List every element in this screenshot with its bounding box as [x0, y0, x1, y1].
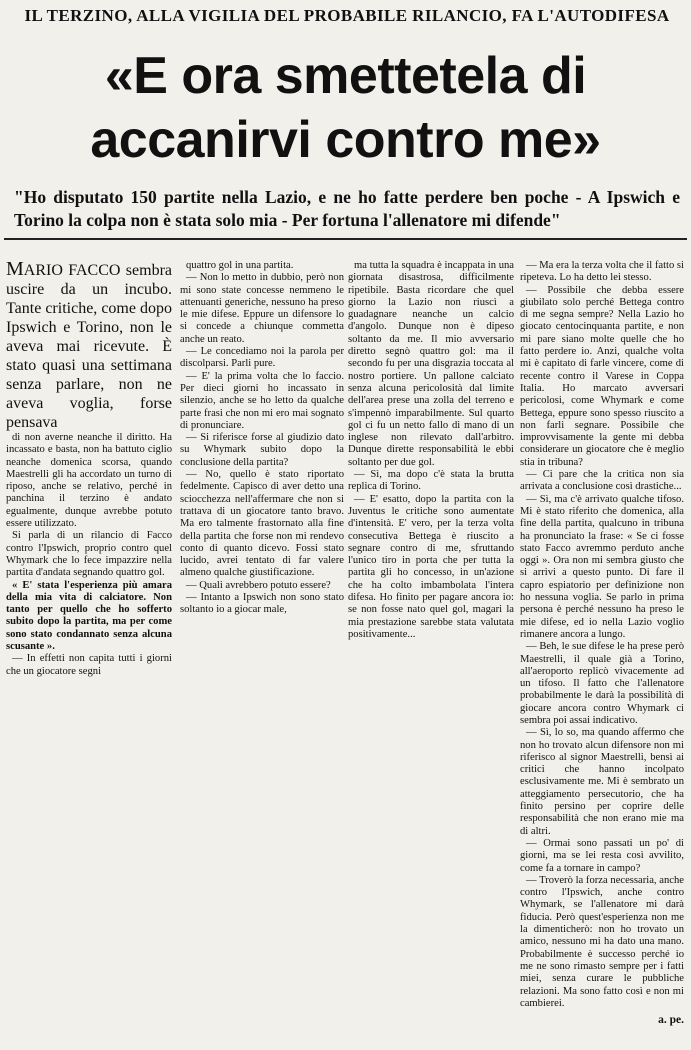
subheadline: "Ho disputato 150 partite nella Lazio, e ne ho fatte perdere ben poche - A Ipswich e Torino la colpa non è stata solo mia - Per fortuna l'allenatore mi difende"	[14, 187, 680, 230]
column-4	[520, 260, 684, 1050]
paragraph: — Non lo metto in dubbio, però non mi sono state concesse nemmeno le attenuanti generiche, nessuno ha preso le mie difese. Eppure un difensore lo si concede a chiunque commetta anche un reato.	[180, 272, 344, 345]
lead-paragraph	[6, 260, 172, 432]
paragraph: — E' esatto, dopo la partita con la Juventus le critiche sono aumentate d'intensità. E' vero, per la terza volta consecutiva Bettega è riuscito a segnare contro di me, sfruttando l'unico tiro in porta che per tutta la partita gli ho concesso, in un'azione che ha colto imbambolata l'intera difesa. Ho finito per pagare ancora io: se non fosse nato quel gol, magari la mia prestazione sarebbe stata valutata positivamente...	[348, 493, 514, 640]
paragraph: quattro gol in una partita.	[186, 260, 294, 271]
paragraph: ma tutta la squadra è incappata in una giornata disastrosa, difficilmente ripetibile. Basta ricordare che quel giorno la Lazio non riuscì a guadagnare neanche un calcio d'angolo. Dunque non è dipeso soltanto da me. Il mio avversario diretto segnò quattro gol: ma il secondo fu per una disgrazia toccata al nostro portiere. Un pallone calciato senza alcuna pericolosità dal limite dell'area prese una zolla del terreno e s'impennò imparabilmente. Sul quarto gol ci fu un netto fallo di mano di un inglese non rilevato dall'arbitro. Dunque dirette responsabilità le ebbi soltanto per due gol.	[348, 260, 514, 468]
paragraph: — Ci pare che la critica non sia arrivata a conclusione così drastiche...	[520, 469, 684, 493]
drop-cap: M	[6, 260, 24, 280]
paragraph: — Troverò la forza necessaria, anche contro l'Ipswich, anche contro Whymark, se l'allenatore mi darà fiducia. Però quest'esperienza non me la dimenticherò: non ho trovato un amico, nessuno mi ha dato una mano. Probabilmente è successo perché io me ne sono rimasto sempre per i fatti miei, senza curare le pubbliche relazioni. Ma sono fatto così e non mi cambierei.	[520, 874, 684, 1009]
paragraph: — Sì, lo so, ma quando affermo che non ho trovato alcun difensore non mi riferisco al signor Maestrelli, bensì ai critici che hanno incolpato esclusivamente me. Mi è sembrato un atteggiamento persecutorio, che ha finito persino per coprire delle responsabilità che non erano mie ma di altri.	[520, 727, 684, 837]
paragraph: — E' la prima volta che lo faccio. Per dieci giorni ho incassato in silenzio, anche se ho letto da qualche parte frasi che non mi ero mai sognato di pronunciare.	[180, 370, 344, 431]
paragraph: — Si riferisce forse al giudizio dato su Whymark subito dopo la conclusione della partita?	[180, 432, 344, 468]
paragraph: — No, quello è stato riportato fedelmente. Capisco di aver detto una sciocchezza nell'affermare che non si trattava di un giocatore tanto bravo. Ma ero talmente frastornato alla fine della partita che forse non mi rendevo conto di quanto dicevo. Fossi stato lucido, avrei tentato di far valere almeno qualche giustificazione.	[180, 469, 344, 579]
column-1	[6, 260, 172, 1040]
paragraph: — Sì, ma dopo c'è stata la brutta replica di Torino.	[348, 469, 514, 493]
paragraph: di non averne neanche il diritto. Ha incassato e basta, non ha battuto ciglio neanche domenica scorsa, quando Maestrelli gli ha accordato un turno di riposo, anche se relativo, perché in panchina il terzino è andato egualmente, dunque avrebbe potuto essere utilizzato.	[6, 432, 172, 530]
kicker: IL TERZINO, ALLA VIGILIA DEL PROBABILE RILANCIO, FA L'AUTODIFESA	[24, 6, 670, 25]
paragraph: — Ma era la terza volta che il fatto si ripeteva. Lo ha detto lei stesso.	[520, 260, 684, 284]
column-2	[180, 260, 344, 1040]
headline-line-2: accanirvi contro me»	[90, 111, 601, 169]
paragraph: — Beh, le sue difese le ha prese però Maestrelli, il quale già a Torino, all'aeroporto replicò vivacemente ad un tifoso. Il fatto che l'allenatore probabilmente le darà la possibilità di giocare ancora contro Whymark ci sembra poi assai indicativo.	[520, 641, 684, 726]
paragraph: — Possibile che debba essere giubilato solo perché Bettega contro di me segna sempre? Nella Lazio ho giocato centocinquanta partite, e non mi pare siano molte quelle che ho fatto perdere io. Anzi, qualche volta mi è capitato di farle vincere, come di recente contro il Varese in Coppa Italia. Ho marcato avversari pericolosi, come Whymark e come Bettega, eppure sono spesso riuscito a non farli segnare. Possibile che improvvisamente la gente mi debba considerare un giocatore che è meglio stia in tribuna?	[520, 284, 684, 468]
headline	[0, 44, 691, 172]
paragraph: — Le concediamo noi la parola per discolparsi. Parli pure.	[180, 346, 344, 370]
paragraph: — Intanto a Ipswich non sono stato soltanto io a giocar male,	[180, 592, 344, 616]
column-3	[348, 260, 514, 1040]
paragraph: — In effetti non capita tutti i giorni che un giocatore segni	[6, 653, 172, 677]
paragraph: Si parla di un rilancio di Facco contro l'Ipswich, proprio contro quel Whymark che lo fece impazzire nella partita d'andata segnando quattro gol.	[6, 530, 172, 579]
author-signature: a. pe.	[658, 1014, 684, 1027]
header-rule	[4, 238, 687, 240]
paragraph: — Ormai sono passati un po' di giorni, ma se lei resta così avvilito, come fa a tornare in campo?	[520, 837, 684, 874]
paragraph: — Quali avrebbero potuto essere?	[186, 579, 331, 591]
lead-text: ARIO FACCO sembra uscire da un incubo. Tante critiche, come dopo Ipswich e Torino, non le aveva mai ricevute. È stato quasi una settimana senza parlare, non ne aveva voglia, forse pensava	[6, 262, 172, 431]
pull-quote: « E' stata l'esperienza più amara della mia vita di calciatore. Non tanto per quello che ho sofferto subito dopo la partita, ma per come sono stato condannato senza alcuna scusante ».	[6, 579, 172, 653]
paragraph: — Sì, ma c'è arrivato qualche tifoso. Mi è stato riferito che domenica, alla fine della partita, qualcuno in tribuna ha pronunciato la frase: « Se ci fosse stato Facco avremmo perduto anche oggi ». Ora non mi sembra giusto che si arrivi a questo punto. Di fare il capro espiatorio per definizione non ho nessuna voglia. Se parlo in prima persona è perché nessuno ha preso le mie difese, ed io nella Lazio voglio rimanere ancora a lungo.	[520, 493, 684, 640]
headline-line-1: «E ora smettetela di	[104, 47, 587, 105]
